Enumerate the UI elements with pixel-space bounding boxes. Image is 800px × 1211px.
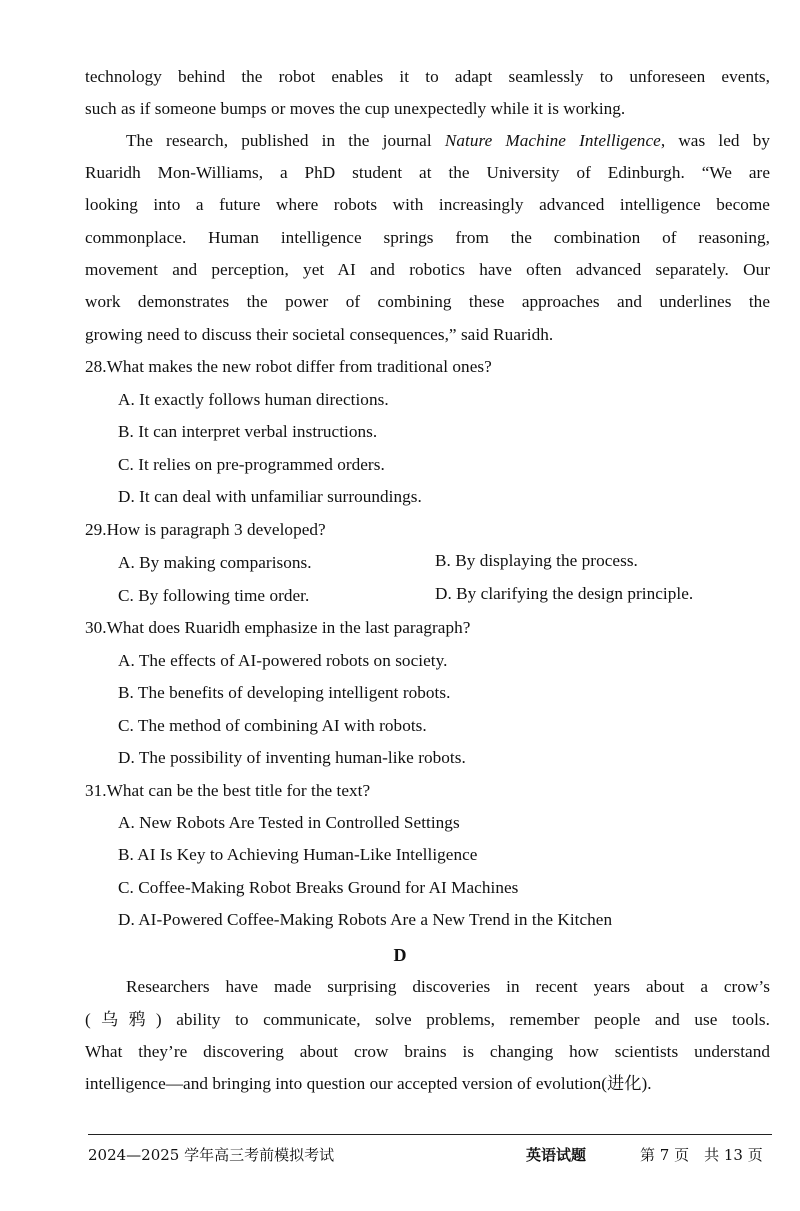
option-29-a[interactable]: A. By making comparisons. <box>118 553 312 572</box>
question-number: 29. <box>85 520 107 539</box>
passage-line: such as if someone bumps or moves the cup unexpectedly while it is working. <box>85 99 626 118</box>
question-28 <box>85 355 770 379</box>
option-31-d[interactable]: D. AI-Powered Coffee-Making Robots Are a New Trend in the Kitchen <box>118 910 613 929</box>
question-text: How is paragraph 3 developed? <box>106 520 326 539</box>
passage-line: Ruaridh Mon-Williams, a PhD student at the University of Edinburgh. “We are <box>85 163 770 182</box>
option-30-c[interactable]: C. The method of combining AI with robots. <box>118 716 427 735</box>
question-text: What makes the new robot differ from traditional ones? <box>106 357 492 376</box>
option-28-c[interactable]: C. It relies on pre-programmed orders. <box>118 455 385 474</box>
option-30-b[interactable]: B. The benefits of developing intelligent robots. <box>118 683 451 702</box>
question-number: 28. <box>85 357 107 376</box>
passage-line: growing need to discuss their societal consequences,” said Ruaridh. <box>85 325 554 344</box>
question-31 <box>85 779 770 803</box>
text-run: , was led by <box>660 131 770 150</box>
passage-line: looking into a future where robots with increasingly advanced intelligence become <box>85 195 770 214</box>
journal-name: Nature Machine Intelligence <box>444 131 661 150</box>
option-29-c[interactable]: C. By following time order. <box>118 586 310 605</box>
option-28-b[interactable]: B. It can interpret verbal instructions. <box>118 422 378 441</box>
passage-line: technology behind the robot enables it to adapt seamlessly to unforeseen events, <box>85 67 770 86</box>
question-number: 30. <box>85 618 107 637</box>
option-30-a[interactable]: A. The effects of AI-powered robots on society. <box>118 651 448 670</box>
option-31-b[interactable]: B. AI Is Key to Achieving Human-Like Intelligence <box>118 845 478 864</box>
passage-line: Researchers have made surprising discoveries in recent years about a crow’s <box>126 977 770 996</box>
option-28-a[interactable]: A. It exactly follows human directions. <box>118 390 389 409</box>
passage-line: (乌鸦) ability to communicate, solve problems, remember people and use tools. <box>85 1010 770 1029</box>
option-29-d[interactable]: D. By clarifying the design principle. <box>435 584 694 603</box>
option-31-c[interactable]: C. Coffee-Making Robot Breaks Ground for AI Machines <box>118 878 519 897</box>
passage-line: commonplace. Human intelligence springs from the combination of reasoning, <box>85 228 770 247</box>
text-run: The research, published in the journal <box>126 131 445 150</box>
footer-page-number: 第 7 页 共 13 页 <box>640 1146 763 1164</box>
footer-exam-title: 2024—2025 学年高三考前模拟考试 <box>88 1146 335 1164</box>
passage-line: movement and perception, yet AI and robotics have often advanced separately. Our <box>85 260 770 279</box>
question-29 <box>85 518 770 542</box>
question-30 <box>85 616 770 640</box>
section-heading: D <box>393 945 407 965</box>
option-31-a[interactable]: A. New Robots Are Tested in Controlled Settings <box>118 813 460 832</box>
footer-divider <box>88 1134 772 1135</box>
option-29-b[interactable]: B. By displaying the process. <box>435 551 638 570</box>
question-number: 31. <box>85 781 107 800</box>
question-text: What can be the best title for the text? <box>106 781 371 800</box>
passage-line: What they’re discovering about crow brains is changing how scientists understand <box>85 1042 770 1061</box>
option-28-d[interactable]: D. It can deal with unfamiliar surroundings. <box>118 487 422 506</box>
passage-line: work demonstrates the power of combining these approaches and underlines the <box>85 292 770 311</box>
question-text: What does Ruaridh emphasize in the last paragraph? <box>106 618 471 637</box>
passage-line <box>126 129 770 153</box>
option-30-d[interactable]: D. The possibility of inventing human-like robots. <box>118 748 466 767</box>
passage-line: intelligence—and bringing into question our accepted version of evolution(进化). <box>85 1074 652 1093</box>
footer-subject: 英语试题 <box>526 1146 587 1164</box>
